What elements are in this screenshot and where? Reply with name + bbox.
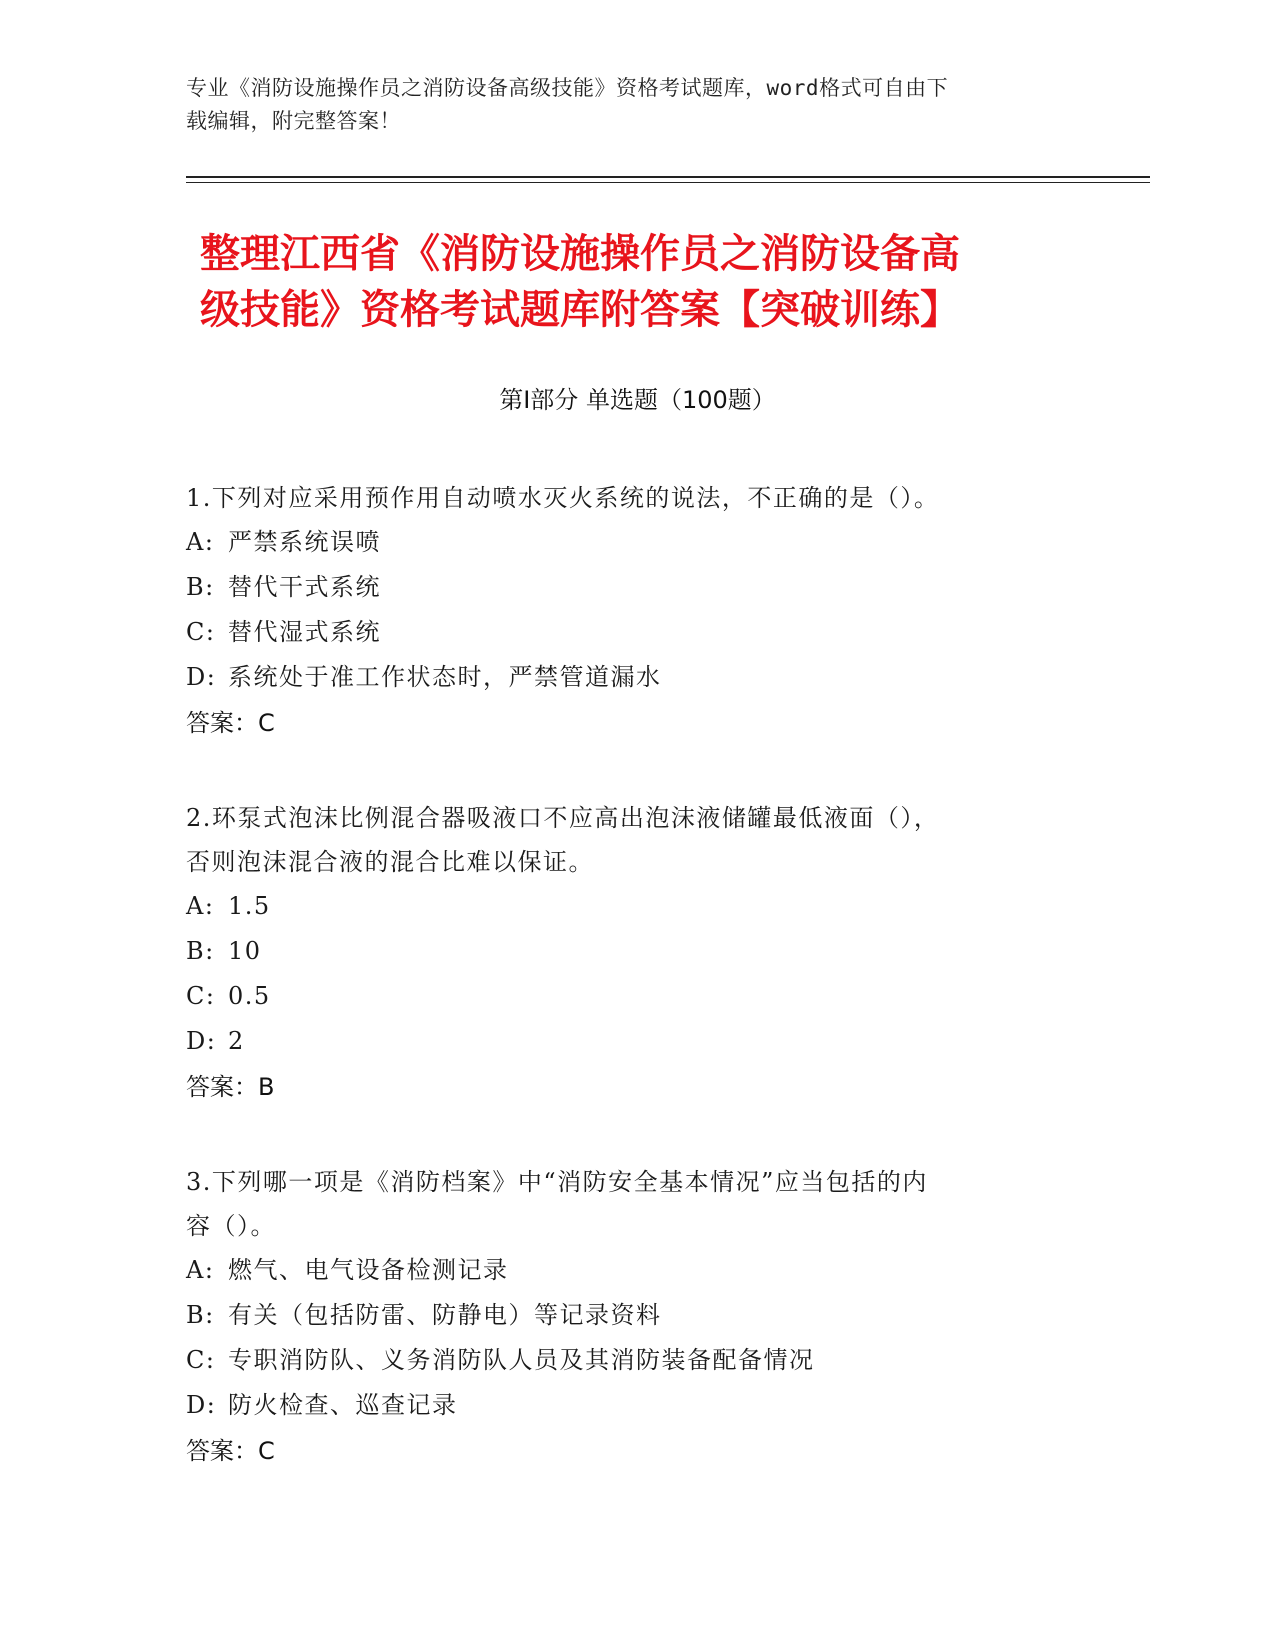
question-stem-line: 1.下列对应采用预作用自动喷水灭火系统的说法，不正确的是（）。 [186, 484, 940, 512]
option-b [186, 1293, 1066, 1338]
option-text: 0.5 [228, 982, 271, 1010]
question-stem-line: 否则泡沫混合液的混合比难以保证。 [186, 848, 594, 876]
header-note-line: 专业《消防设施操作员之消防设备高级技能》资格考试题库，word格式可自由下 [186, 76, 949, 100]
option-d [186, 1383, 1066, 1428]
option-text: 1.5 [228, 892, 271, 920]
option-letter: A: [186, 1256, 215, 1284]
option-a [186, 1248, 1066, 1293]
option-a [186, 884, 1066, 929]
header-divider-thin [186, 182, 1150, 183]
option-text: 燃气、电气设备检测记录 [228, 1256, 509, 1284]
option-d [186, 1019, 1066, 1064]
option-letter: B: [186, 937, 215, 965]
option-c [186, 1338, 1066, 1383]
option-text: 系统处于准工作状态时，严禁管道漏水 [228, 663, 662, 691]
answer-line: 答案：C [186, 709, 275, 737]
title-line: 整理江西省《消防设施操作员之消防设备高 [200, 231, 960, 277]
section-heading: 第Ⅰ部分 单选题（100题） [499, 386, 776, 414]
question-stem [186, 476, 1066, 520]
option-text: 严禁系统误喷 [228, 528, 381, 556]
answer-line: 答案：B [186, 1073, 275, 1101]
document-title [200, 226, 1100, 338]
header-divider [186, 176, 1150, 178]
option-letter: D: [186, 1027, 217, 1055]
header-note-line: 载编辑，附完整答案！ [186, 109, 401, 133]
option-a [186, 520, 1066, 565]
question-item [186, 796, 1066, 1110]
option-c [186, 974, 1066, 1019]
question-stem-line: 3.下列哪一项是《消防档案》中“消防安全基本情况”应当包括的内 [186, 1168, 928, 1196]
title-line: 级技能》资格考试题库附答案【突破训练】 [200, 287, 960, 333]
option-text: 有关（包括防雷、防静电）等记录资料 [228, 1301, 662, 1329]
option-d [186, 655, 1066, 700]
option-letter: B: [186, 1301, 215, 1329]
option-b [186, 929, 1066, 974]
option-letter: D: [186, 663, 217, 691]
option-letter: C: [186, 618, 216, 646]
option-c [186, 610, 1066, 655]
option-text: 2 [228, 1027, 245, 1055]
option-letter: C: [186, 982, 216, 1010]
question-item [186, 1160, 1066, 1474]
question-item [186, 476, 1066, 746]
option-text: 替代湿式系统 [228, 618, 381, 646]
option-text: 防火检查、巡查记录 [228, 1391, 458, 1419]
question-stem [186, 796, 1066, 884]
option-letter: C: [186, 1346, 216, 1374]
option-letter: B: [186, 573, 215, 601]
option-text: 专职消防队、义务消防队人员及其消防装备配备情况 [228, 1346, 815, 1374]
question-stem-line: 2.环泵式泡沫比例混合器吸液口不应高出泡沫液储罐最低液面（）， [186, 804, 940, 832]
question-stem-line: 容（）。 [186, 1212, 276, 1240]
option-text: 10 [228, 937, 262, 965]
answer-line: 答案：C [186, 1437, 275, 1465]
option-b [186, 565, 1066, 610]
header-note [186, 72, 1066, 138]
option-letter: A: [186, 892, 215, 920]
question-stem [186, 1160, 1066, 1248]
option-letter: D: [186, 1391, 217, 1419]
option-text: 替代干式系统 [228, 573, 381, 601]
question-list [186, 476, 1066, 1474]
option-letter: A: [186, 528, 215, 556]
